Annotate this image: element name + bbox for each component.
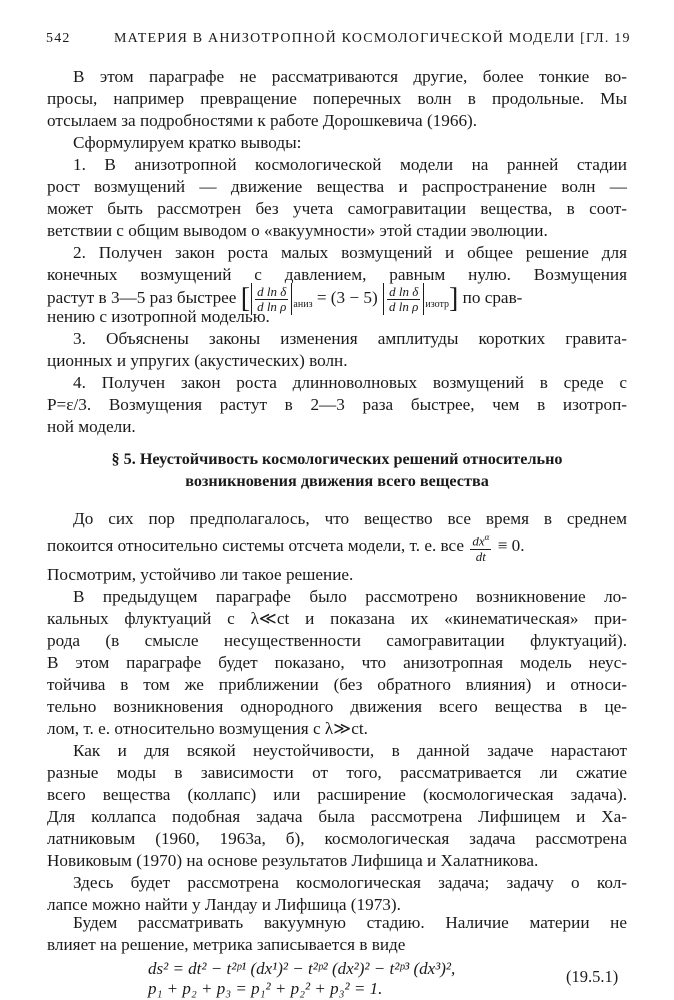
section-heading: § 5. Неустойчивость космологических решений относительно	[111, 450, 563, 468]
text-segment: покоится относительно системы отсчета модели, т. е. все	[47, 536, 465, 555]
text-line: тельно возникновения однородного движения всего вещества в це-	[47, 697, 627, 716]
equation-number: (19.5.1)	[566, 967, 619, 986]
text-line: В предыдущем параграфе было рассмотрено возникновение ло-	[73, 587, 627, 606]
equation-line-2: p₁ + p₂ + p₃ = p₁² + p₂² + p₃² = 1.	[148, 979, 383, 998]
subscript-izotr: изотр	[425, 299, 449, 310]
text-line: лом, т. е. относительно возмущения с λ≫ct.	[47, 719, 368, 738]
text-line: Для коллапса подобная задача была рассмотрена Лифшицем и Ха-	[47, 807, 627, 826]
text-line: В этом параграфе будет показано, что анизотропная модель неус-	[47, 653, 627, 672]
page-header	[46, 31, 631, 53]
fraction-denominator: d ln ρ	[389, 298, 419, 314]
running-title: МАТЕРИЯ В АНИЗОТРОПНОЙ КОСМОЛОГИЧЕСКОЙ МОДЕЛИ [ГЛ. 19	[114, 31, 631, 46]
text-line: кальных флуктуаций с λ≪ct и показана их «кинематическая» при-	[47, 609, 627, 628]
fraction-denominator: dt	[475, 548, 486, 564]
text-line: лапсе можно найти у Ландау и Лифшица (1973).	[47, 895, 401, 914]
text-line: рода (в смысле несущественности самогравитации флуктуаций).	[47, 631, 627, 650]
text-line: 4. Получен закон роста длинноволновых возмущений в среде с	[73, 373, 627, 392]
text-line: отсылаем за подробностями к работе Дорошкевича (1966).	[47, 111, 478, 130]
text-line: Как и для всякой неустойчивости, в данной задаче нарастают	[73, 741, 627, 760]
text-line: влияет на решение, метрика записывается в виде	[47, 935, 406, 954]
text-line: 1. В анизотропной космологической модели на ранней стадии	[73, 155, 627, 174]
text-line: Сформулируем кратко выводы:	[73, 133, 302, 152]
fraction-denominator: d ln ρ	[257, 298, 287, 314]
text-line: просы, например превращение поперечных волн в продольные. Мы	[47, 89, 627, 108]
text-line: тойчива в том же приближении (без обратного влияния) и относи-	[47, 675, 627, 694]
text-line: Будем рассматривать вакуумную стадию. Наличие материи не	[73, 913, 627, 932]
bracket-open: [	[240, 283, 251, 315]
text-line: рост возмущений — движение вещества и распространение волн —	[47, 177, 627, 196]
formula-middle: = (3 − 5)	[316, 288, 378, 307]
superscript-alpha: α	[484, 532, 490, 543]
formula-text-before: растут в 3—5 раз быстрее	[47, 288, 237, 307]
page-number: 542	[46, 31, 71, 46]
text-line: В этом параграфе не рассматриваются другие, более тонкие во-	[73, 67, 627, 86]
text-line: всего вещества (коллапс) или расширение (космологическая задача).	[47, 785, 627, 804]
text-line: Здесь будет рассмотрена космологическая задача; задачу о кол-	[73, 873, 627, 892]
bracket-close: ]	[449, 283, 459, 315]
formula-line	[47, 528, 632, 564]
text-line: Посмотрим, устойчиво ли такое решение.	[47, 565, 354, 584]
text-line: латниковым (1960, 1963а, б), космологическая задача рассмотрена	[47, 829, 627, 848]
text-line: ционных и упругих (акустических) волн.	[47, 351, 348, 370]
text-line: может быть рассмотрен без учета самогравитации вещества, в соот-	[47, 199, 627, 218]
text-line: 3. Объяснены законы изменения амплитуды коротких гравита-	[73, 329, 627, 348]
formula-text-after: по срав-	[462, 288, 523, 307]
equation-line-1: ds² = dt² − t²ᵖ¹ (dx¹)² − t²ᵖ² (dx²)² − t²ᵖ³ (dx³)²,	[148, 959, 456, 978]
text-line: До сих пор предполагалось, что вещество все время в среднем	[73, 509, 627, 528]
text-line: ветствии с общим выводом о «вакуумности» этой стадии эволюции.	[47, 221, 548, 240]
text-line: Новиковым (1970) на основе результатов Лифшица и Халатникова.	[47, 851, 539, 870]
fraction-numerator: d ln δ	[387, 285, 420, 300]
text-line: разные моды в зависимости от того, рассматривается ли сжатие	[47, 763, 627, 782]
fraction-numerator: d ln δ	[255, 285, 288, 300]
text-line: конечных возмущений с давлением, равным нулю. Возмущения	[47, 265, 627, 284]
section-heading: возникновения движения всего вещества	[185, 472, 489, 490]
text-line: нению с изотропной моделью.	[47, 307, 270, 326]
text-line: P=ε/3. Возмущения растут в 2—3 раза быстрее, чем в изотроп-	[47, 395, 627, 414]
fraction-numerator: dx	[472, 533, 485, 549]
equivalence: ≡ 0.	[497, 536, 525, 555]
subscript-aniz: аниз	[293, 299, 313, 310]
fraction-dx-dt	[470, 530, 491, 563]
text-line: 2. Получен закон роста малых возмущений и общее решение для	[73, 243, 627, 262]
text-line: ной модели.	[47, 417, 136, 436]
